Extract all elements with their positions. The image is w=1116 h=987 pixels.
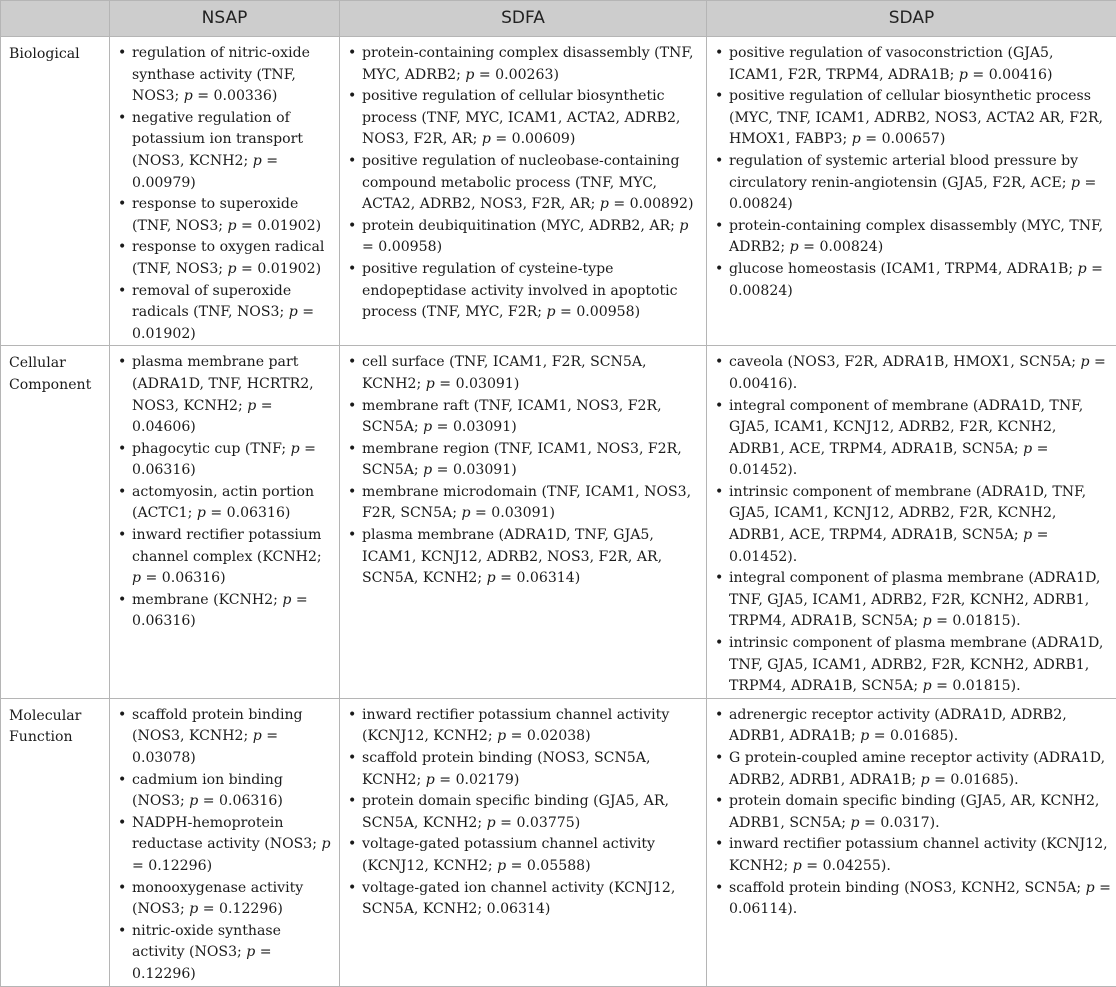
table-row <box>1 37 1116 346</box>
term-text: membrane raft (TNF, ICAM1, NOS3, F2R, SCN5A; <box>362 398 662 436</box>
term-text: protein deubiquitination (MYC, ADRB2, AR; <box>362 218 679 234</box>
list-item <box>110 194 335 237</box>
p-value: = 0.03091) <box>471 505 556 521</box>
list-item <box>110 770 335 813</box>
p-value: = 0.00336) <box>193 88 278 104</box>
category-cell: Biological <box>1 37 110 346</box>
term-text: NADPH-hemoprotein reductase activity (NOS3; <box>132 815 321 853</box>
list-item <box>707 216 1112 259</box>
term-text: positive regulation of cellular biosynthetic process (MYC, TNF, ICAM1, ADRB2, NOS3, ACTA2 AR, F2R, HMOX1, FABP3; <box>729 88 1103 147</box>
p-value: = 0.02038) <box>506 728 591 744</box>
list-item <box>340 439 702 482</box>
p-value: = 0.12296) <box>132 858 212 874</box>
term-list <box>707 43 1112 302</box>
term-text: voltage-gated ion channel activity (KCNJ12, SCN5A, KCNH2; 0.06314) <box>362 880 675 918</box>
list-item <box>340 216 702 259</box>
term-text: membrane microdomain (TNF, ICAM1, NOS3, F2R, SCN5A; <box>362 484 691 522</box>
list-item <box>340 748 702 791</box>
p-symbol: p <box>497 858 506 874</box>
list-item <box>707 43 1112 86</box>
list-item <box>707 86 1112 151</box>
p-symbol: p <box>247 398 256 414</box>
term-text: response to oxygen radical (TNF, NOS3; <box>132 239 324 277</box>
p-value: = 0.01815). <box>932 678 1021 694</box>
p-value: = 0.03078) <box>132 728 278 766</box>
p-value: = 0.04606) <box>132 398 273 436</box>
term-text: nitric-oxide synthase activity (NOS3; <box>132 923 281 961</box>
list-item <box>707 568 1112 633</box>
term-text: caveola (NOS3, F2R, ADRA1B, HMOX1, SCN5A; <box>729 354 1080 370</box>
p-symbol: p <box>189 793 198 809</box>
table-row <box>1 698 1116 986</box>
list-item <box>340 791 702 834</box>
p-symbol: p <box>923 678 932 694</box>
term-text: cadmium ion binding (NOS3; <box>132 772 283 810</box>
p-value: = 0.01452). <box>729 441 1048 479</box>
p-symbol: p <box>291 441 300 457</box>
list-item <box>340 151 702 216</box>
list-item <box>340 396 702 439</box>
table-row <box>1 346 1116 699</box>
p-symbol: p <box>1078 261 1087 277</box>
header-blank <box>1 1 110 37</box>
p-symbol: p <box>1023 527 1032 543</box>
p-symbol: p <box>132 570 141 586</box>
p-value: = 0.06316) <box>198 793 283 809</box>
term-text: integral component of plasma membrane (ADRA1D, TNF, GJA5, ICAM1, ADRB2, F2R, KCNH2, ADRB1, TRPM4, ADRA1B, SCN5A; <box>729 570 1100 629</box>
term-text: removal of superoxide radicals (TNF, NOS3; <box>132 283 291 321</box>
p-value: = 0.06316) <box>132 592 308 630</box>
p-symbol: p <box>246 944 255 960</box>
list-item <box>707 834 1112 877</box>
sdap-cell <box>707 346 1116 699</box>
p-value: = 0.06314) <box>496 570 581 586</box>
list-item <box>110 705 335 770</box>
p-symbol: p <box>1080 354 1089 370</box>
p-value: = 0.03775) <box>496 815 581 831</box>
term-text: positive regulation of cellular biosynthetic process (TNF, MYC, ICAM1, ACTA2, ADRB2, NOS3, F2R, AR; <box>362 88 680 147</box>
list-item <box>110 921 335 986</box>
term-text: response to superoxide (TNF, NOS3; <box>132 196 298 234</box>
term-text: scaffold protein binding (NOS3, SCN5A, KCNH2; <box>362 750 650 788</box>
p-value: = 0.00824) <box>729 175 1096 213</box>
p-value: = 0.01902) <box>237 261 322 277</box>
list-item <box>707 791 1112 834</box>
term-text: scaffold protein binding (NOS3, KCNH2, SCN5A; <box>729 880 1086 896</box>
p-value: = 0.02179) <box>435 772 520 788</box>
term-text: plasma membrane (ADRA1D, TNF, GJA5, ICAM1, KCNJ12, ADRB2, NOS3, F2R, AR, SCN5A, KCNH2; <box>362 527 662 586</box>
p-symbol: p <box>423 462 432 478</box>
list-item <box>340 834 702 877</box>
p-symbol: p <box>253 153 262 169</box>
p-symbol: p <box>851 815 860 831</box>
term-text: inward rectifier potassium channel activity (KCNJ12, KCNH2; <box>729 836 1108 874</box>
nsap-cell <box>110 346 340 699</box>
term-list <box>707 352 1112 698</box>
p-symbol: p <box>487 570 496 586</box>
p-value: = 0.00958) <box>556 304 641 320</box>
p-symbol: p <box>228 218 237 234</box>
p-value: = 0.05588) <box>506 858 591 874</box>
term-text: intrinsic component of plasma membrane (ADRA1D, TNF, GJA5, ICAM1, ADRB2, F2R, KCNH2, ADRB1, TRPM4, ADRA1B, SCN5A; <box>729 635 1103 694</box>
term-text: intrinsic component of membrane (ADRA1D, TNF, GJA5, ICAM1, KCNJ12, ADRB2, F2R, KCNH2, ADRB1, ACE, TRPM4, ADRA1B, SCN5A; <box>729 484 1086 543</box>
term-text: protein domain specific binding (GJA5, AR, KCNH2, ADRB1, SCN5A; <box>729 793 1099 831</box>
list-item <box>340 482 702 525</box>
p-value: = 0.04255). <box>802 858 891 874</box>
list-item <box>707 259 1112 302</box>
p-symbol: p <box>228 261 237 277</box>
term-list <box>340 705 702 921</box>
term-text: positive regulation of vasoconstriction (GJA5, ICAM1, F2R, TRPM4, ADRA1B; <box>729 45 1054 83</box>
p-value: = 0.00824) <box>799 239 884 255</box>
p-value: = 0.06114). <box>729 880 1111 918</box>
p-symbol: p <box>487 815 496 831</box>
list-item <box>110 590 335 633</box>
p-symbol: p <box>1023 441 1032 457</box>
nsap-cell <box>110 698 340 986</box>
p-symbol: p <box>289 304 298 320</box>
term-text: voltage-gated potassium channel activity (KCNJ12, KCNH2; <box>362 836 655 874</box>
list-item <box>707 151 1112 216</box>
term-text: glucose homeostasis (ICAM1, TRPM4, ADRA1B; <box>729 261 1078 277</box>
p-value: = 0.00958) <box>362 239 442 255</box>
nsap-cell <box>110 37 340 346</box>
p-symbol: p <box>793 858 802 874</box>
list-item <box>110 352 335 438</box>
list-item <box>707 633 1112 698</box>
term-text: positive regulation of cysteine-type endopeptidase activity involved in apoptotic process (TNF, MYC, F2R; <box>362 261 678 320</box>
list-item <box>340 878 702 921</box>
category-cell: Cellular Component <box>1 346 110 699</box>
list-item <box>110 878 335 921</box>
term-text: inward rectifier potassium channel activity (KCNJ12, KCNH2; <box>362 707 669 745</box>
p-value: = 0.03091) <box>432 462 517 478</box>
p-symbol: p <box>921 772 930 788</box>
category-cell: Molecular Function <box>1 698 110 986</box>
term-text: negative regulation of potassium ion transport (NOS3, KCNH2; <box>132 110 303 169</box>
term-list <box>340 352 702 590</box>
p-value: = 0.12296) <box>198 901 283 917</box>
list-item <box>110 525 335 590</box>
p-symbol: p <box>497 728 506 744</box>
list-item <box>707 352 1112 395</box>
p-symbol: p <box>860 728 869 744</box>
sdfa-cell <box>340 37 707 346</box>
list-item <box>340 352 702 395</box>
p-symbol: p <box>282 592 291 608</box>
p-value: = 0.00416) <box>968 67 1053 83</box>
term-text: adrenergic receptor activity (ADRA1D, ADRB2, ADRB1, ADRA1B; <box>729 707 1067 745</box>
term-text: protein-containing complex disassembly (TNF, MYC, ADRB2; <box>362 45 693 83</box>
p-symbol: p <box>461 505 470 521</box>
p-symbol: p <box>321 836 330 852</box>
term-list <box>110 705 335 986</box>
p-value: = 0.00609) <box>491 131 576 147</box>
p-symbol: p <box>959 67 968 83</box>
list-item <box>340 259 702 324</box>
term-text: phagocytic cup (TNF; <box>132 441 291 457</box>
list-item <box>110 482 335 525</box>
p-value: = 0.00657) <box>861 131 946 147</box>
list-item <box>110 813 335 878</box>
term-list <box>707 705 1112 921</box>
list-item <box>110 108 335 194</box>
list-item <box>707 878 1112 921</box>
term-text: inward rectifier potassium channel complex (KCNH2; <box>132 527 322 565</box>
p-value: = 0.01685). <box>930 772 1019 788</box>
p-symbol: p <box>1086 880 1095 896</box>
p-value: = 0.12296) <box>132 944 272 982</box>
p-symbol: p <box>253 728 262 744</box>
p-symbol: p <box>1071 175 1080 191</box>
p-value: = 0.00824) <box>729 261 1103 299</box>
term-list <box>110 43 335 345</box>
p-symbol: p <box>790 239 799 255</box>
p-value: = 0.01452). <box>729 527 1048 565</box>
term-text: scaffold protein binding (NOS3, KCNH2; <box>132 707 303 745</box>
p-value: = 0.0317). <box>860 815 940 831</box>
list-item <box>110 237 335 280</box>
p-value: = 0.06316) <box>141 570 226 586</box>
header-sdfa: SDFA <box>340 1 707 37</box>
p-value: = 0.06316) <box>206 505 291 521</box>
sdap-cell <box>707 37 1116 346</box>
list-item <box>340 86 702 151</box>
term-text: G protein-coupled amine receptor activity (ADRA1D, ADRB2, ADRB1, ADRA1B; <box>729 750 1105 788</box>
p-value: = 0.00416). <box>729 354 1106 392</box>
header-nsap: NSAP <box>110 1 340 37</box>
list-item <box>707 705 1112 748</box>
sdfa-cell <box>340 698 707 986</box>
term-text: monooxygenase activity (NOS3; <box>132 880 303 918</box>
list-item <box>110 281 335 346</box>
p-value: = 0.00979) <box>132 153 278 191</box>
list-item <box>340 525 702 590</box>
p-symbol: p <box>423 419 432 435</box>
list-item <box>110 439 335 482</box>
term-text: actomyosin, actin portion (ACTC1; <box>132 484 314 522</box>
p-value: = 0.01902) <box>237 218 322 234</box>
list-item <box>340 705 702 748</box>
p-symbol: p <box>426 772 435 788</box>
term-text: positive regulation of nucleobase-containing compound metabolic process (TNF, MYC, ACTA2, ADRB2, NOS3, F2R, AR; <box>362 153 680 212</box>
term-text: integral component of membrane (ADRA1D, TNF, GJA5, ICAM1, KCNJ12, ADRB2, F2R, KCNH2, ADRB1, ACE, TRPM4, ADRA1B, SCN5A; <box>729 398 1083 457</box>
p-symbol: p <box>426 376 435 392</box>
p-symbol: p <box>679 218 688 234</box>
p-symbol: p <box>852 131 861 147</box>
p-value: = 0.01685). <box>869 728 958 744</box>
list-item <box>707 396 1112 482</box>
p-value: = 0.06316) <box>132 441 316 479</box>
header-row <box>1 1 1116 37</box>
term-text: protein-containing complex disassembly (MYC, TNF, ADRB2; <box>729 218 1103 256</box>
term-list <box>340 43 702 324</box>
p-value: = 0.00263) <box>474 67 559 83</box>
p-symbol: p <box>600 196 609 212</box>
p-symbol: p <box>197 505 206 521</box>
term-text: membrane (KCNH2; <box>132 592 282 608</box>
p-value: = 0.01902) <box>132 304 314 342</box>
p-value: = 0.03091) <box>432 419 517 435</box>
p-value: = 0.01815). <box>932 613 1021 629</box>
sdap-cell <box>707 698 1116 986</box>
term-text: plasma membrane part (ADRA1D, TNF, HCRTR2, NOS3, KCNH2; <box>132 354 314 413</box>
term-text: cell surface (TNF, ICAM1, F2R, SCN5A, KCNH2; <box>362 354 646 392</box>
p-value: = 0.03091) <box>435 376 520 392</box>
sdfa-cell <box>340 346 707 699</box>
term-text: regulation of nitric-oxide synthase activity (TNF, NOS3; <box>132 45 310 104</box>
term-text: regulation of systemic arterial blood pressure by circulatory renin-angiotensin (GJA5, F2R, ACE; <box>729 153 1078 191</box>
term-text: protein domain specific binding (GJA5, AR, SCN5A, KCNH2; <box>362 793 669 831</box>
list-item <box>340 43 702 86</box>
list-item <box>707 748 1112 791</box>
p-value: = 0.00892) <box>609 196 694 212</box>
p-symbol: p <box>923 613 932 629</box>
term-list <box>110 352 335 633</box>
p-symbol: p <box>482 131 491 147</box>
p-symbol: p <box>547 304 556 320</box>
list-item <box>110 43 335 108</box>
p-symbol: p <box>465 67 474 83</box>
p-symbol: p <box>184 88 193 104</box>
term-text: membrane region (TNF, ICAM1, NOS3, F2R, SCN5A; <box>362 441 682 479</box>
header-sdap: SDAP <box>707 1 1116 37</box>
p-symbol: p <box>189 901 198 917</box>
list-item <box>707 482 1112 568</box>
